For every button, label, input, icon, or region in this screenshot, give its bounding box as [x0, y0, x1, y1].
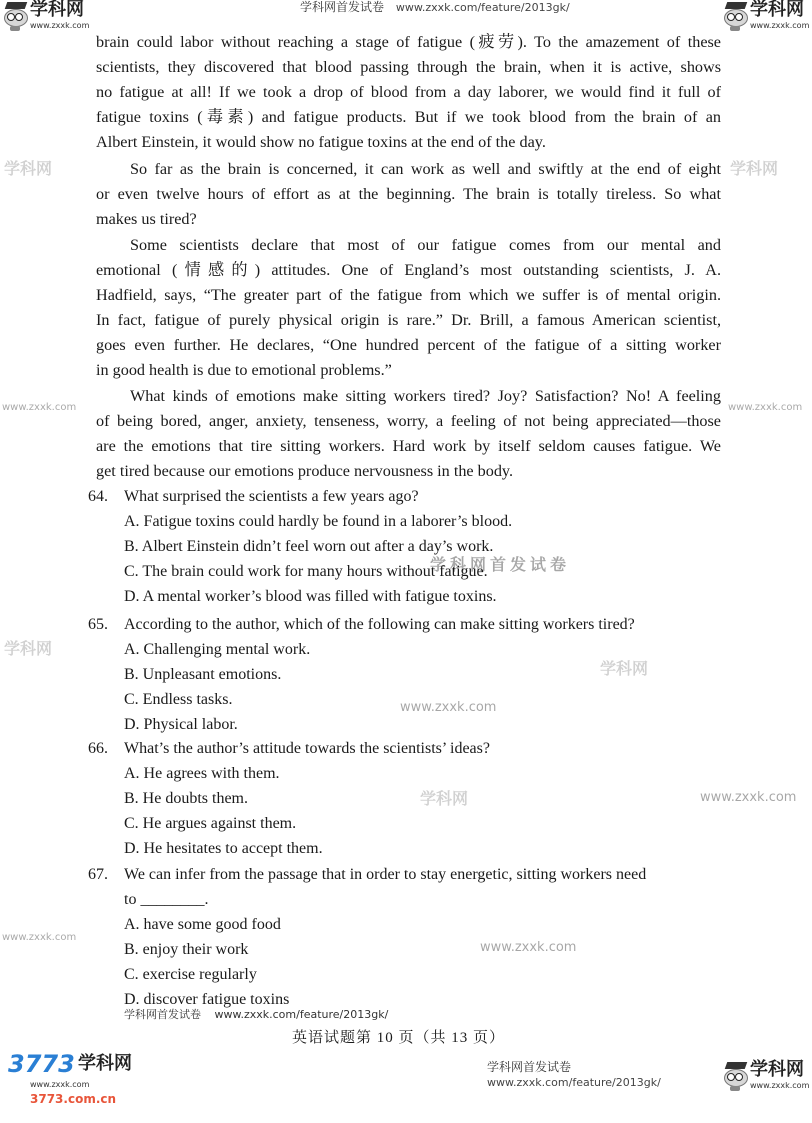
question-stem: According to the author, which of the following can make sitting workers tired? — [124, 616, 635, 633]
passage-line: Some scientists declare that most of our fatigue comes from our mental and — [130, 236, 721, 254]
watermark-url: www.zxxk.com — [2, 932, 77, 943]
option-a[interactable]: A. Challenging mental work. — [124, 641, 311, 658]
footer-note-title: 学科网首发试卷 — [487, 1060, 572, 1074]
watermark-url: www.zxxk.com — [728, 402, 803, 413]
passage-line: fatigue toxins (毒素) and fatigue products. But if we took blood from the brain of an — [96, 108, 721, 126]
logo-domain: 3773.com.cn — [30, 1092, 117, 1106]
mascot-icon — [722, 1060, 748, 1092]
passage-line: makes us tired? — [96, 210, 197, 228]
header-note-url: www.zxxk.com/feature/2013gk/ — [395, 1, 570, 14]
passage-line: Hadfield, says, “The greater part of the fatigue from which we suffer is of mental origin. — [96, 286, 721, 304]
watermark-url: www.zxxk.com — [700, 790, 797, 805]
logo-brand: 学科网 — [30, 0, 84, 20]
question-number: 64. — [88, 488, 108, 505]
question-65 — [88, 612, 635, 737]
footer-note — [487, 1060, 661, 1090]
option-c[interactable]: C. exercise regularly — [124, 966, 257, 983]
page-footer: 英语试题第 10 页（共 13 页） — [291, 1030, 505, 1046]
passage-line: brain could labor without reaching a stage of fatigue (疲劳). To the amazement of these — [96, 33, 721, 51]
footer-logo-left — [8, 1050, 138, 1110]
passage-line: in good health is due to emotional problems.” — [96, 361, 392, 379]
question-stem-continuation: to ________. — [124, 891, 209, 908]
question-stem: What surprised the scientists a few years ago? — [124, 488, 419, 505]
question-number: 67. — [88, 866, 108, 883]
option-b[interactable]: B. enjoy their work — [124, 941, 249, 958]
mascot-icon — [722, 0, 748, 32]
option-c[interactable]: C. He argues against them. — [124, 815, 297, 832]
watermark-url: www.zxxk.com — [2, 402, 77, 413]
logo-site: www.zxxk.com — [30, 1080, 90, 1089]
footer-note-url: www.zxxk.com/feature/2013gk/ — [487, 1076, 661, 1089]
passage-paragraph-1 — [96, 30, 721, 155]
passage-line: get tired because our emotions produce nervousness in the body. — [96, 462, 514, 480]
option-a[interactable]: A. He agrees with them. — [124, 765, 280, 782]
logo-brand: 学科网 — [750, 1059, 804, 1080]
passage-line: Albert Einstein, it would show no fatigue toxins at the end of the day. — [96, 133, 546, 151]
mascot-icon — [2, 0, 28, 32]
passage-line: emotional (情感的) attitudes. One of England’s most outstanding scientists, J. A. — [96, 261, 721, 279]
inline-note-title: 学科网首发试卷 — [124, 1008, 201, 1021]
passage-paragraph-2 — [96, 157, 721, 232]
watermark-url: www.zxxk.com — [400, 700, 497, 715]
logo-number: 3773 — [8, 1050, 75, 1078]
option-d[interactable]: D. A mental worker’s blood was filled with fatigue toxins. — [124, 588, 497, 605]
option-c[interactable]: C. The brain could work for many hours without fatigue. — [124, 563, 488, 580]
option-a[interactable]: A. Fatigue toxins could hardly be found in a laborer’s blood. — [124, 513, 513, 530]
logo-brand: 学科网 — [750, 0, 804, 20]
watermark-logo: 学科网 — [730, 159, 779, 178]
option-d[interactable]: D. Physical labor. — [124, 716, 238, 733]
watermark-banner: 学科网首发试卷 — [430, 555, 571, 574]
watermark-logo: 学科网 — [4, 639, 53, 658]
option-c[interactable]: C. Endless tasks. — [124, 691, 233, 708]
passage-paragraph-3 — [96, 233, 721, 383]
watermark-url: www.zxxk.com — [480, 940, 577, 955]
option-b[interactable]: B. He doubts them. — [124, 790, 248, 807]
passage-line: goes even further. He declares, “One hundred percent of the fatigue of a sitting worker — [96, 336, 721, 354]
header-note — [300, 0, 570, 15]
watermark-logo: 学科网 — [420, 789, 469, 808]
passage-line: scientists, they discovered that blood passing through the brain, when it is active, shows — [96, 58, 721, 76]
passage-line: So far as the brain is concerned, it can work as well and swiftly at the end of eight — [130, 160, 721, 178]
passage-line: In fact, fatigue of purely physical origin is rare.” Dr. Brill, a famous American scientist, — [96, 311, 721, 329]
question-67 — [88, 862, 646, 1012]
passage-line: of being bored, anger, anxiety, tenseness, worry, a feeling of not being appreciated—those — [96, 412, 721, 430]
question-stem: What’s the author’s attitude towards the scientists’ ideas? — [124, 740, 490, 757]
logo-site: www.zxxk.com — [750, 1081, 810, 1090]
question-number: 66. — [88, 740, 108, 757]
watermark-logo: 学科网 — [4, 159, 53, 178]
logo-site: www.zxxk.com — [750, 21, 810, 30]
inline-note — [124, 1008, 398, 1022]
logo-brand: 学科网 — [78, 1053, 132, 1074]
option-b[interactable]: B. Unpleasant emotions. — [124, 666, 282, 683]
passage-line: What kinds of emotions make sitting workers tired? Joy? Satisfaction? No! A feeling — [130, 387, 721, 405]
header-logo-left — [2, 0, 92, 32]
option-d[interactable]: D. discover fatigue toxins — [124, 991, 290, 1008]
footer-logo-right — [722, 1060, 812, 1092]
passage-line: are the emotions that tire sitting workers. Hard work by itself seldom causes fatigue. We — [96, 437, 721, 455]
passage-paragraph-4 — [96, 384, 721, 484]
option-d[interactable]: D. He hesitates to accept them. — [124, 840, 323, 857]
header-note-title: 学科网首发试卷 — [300, 0, 385, 14]
question-66 — [88, 736, 490, 861]
option-a[interactable]: A. have some good food — [124, 916, 281, 933]
inline-note-url: www.zxxk.com/feature/2013gk/ — [214, 1008, 389, 1021]
logo-site: www.zxxk.com — [30, 21, 90, 30]
question-stem: We can infer from the passage that in order to stay energetic, sitting workers need — [124, 866, 647, 883]
header-logo-right — [722, 0, 812, 32]
passage-line: or even twelve hours of effort as at the beginning. The brain is totally tireless. So what — [96, 185, 721, 203]
question-64 — [88, 484, 512, 609]
passage-line: no fatigue at all! If we took a drop of blood from a day laborer, we would find it full of — [96, 83, 721, 101]
question-number: 65. — [88, 616, 108, 633]
watermark-logo: 学科网 — [600, 659, 649, 678]
option-b[interactable]: B. Albert Einstein didn’t feel worn out after a day’s work. — [124, 538, 494, 555]
